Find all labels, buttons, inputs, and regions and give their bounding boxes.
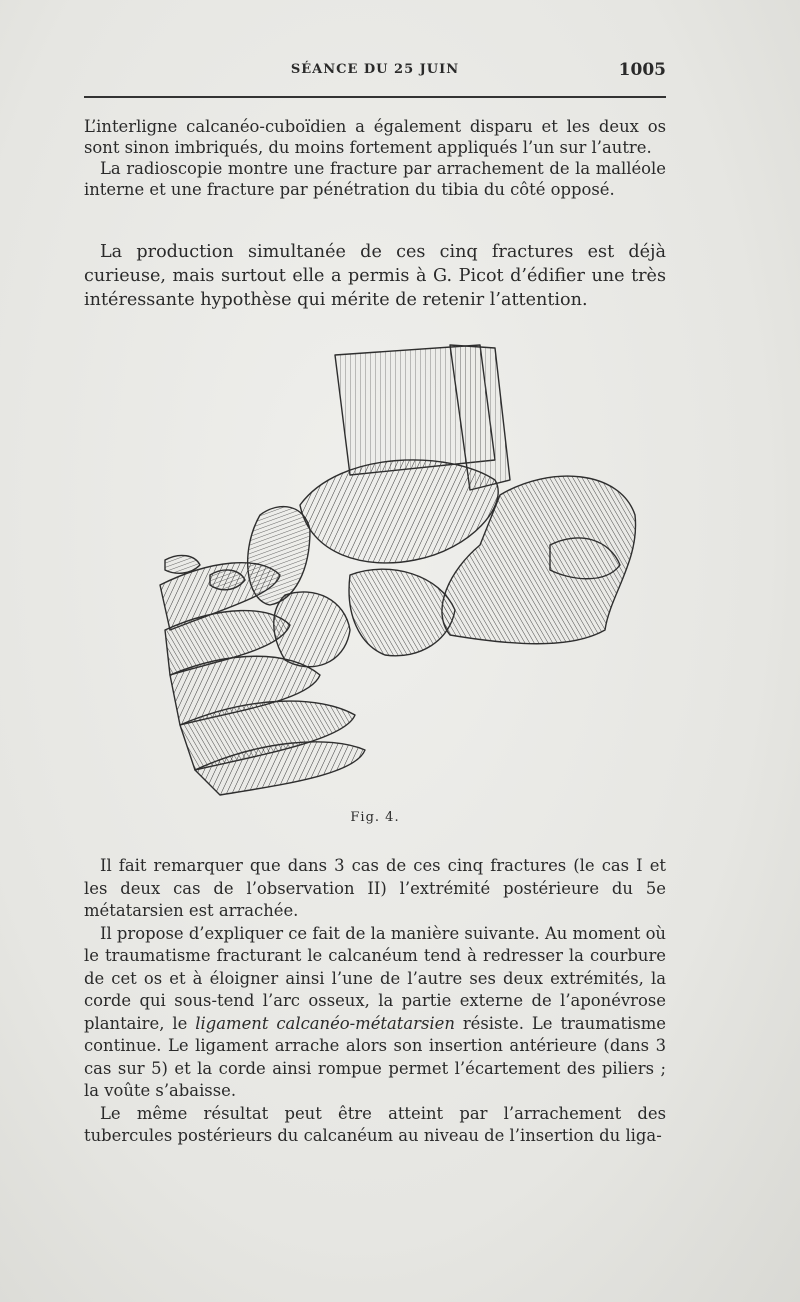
running-header (84, 60, 666, 84)
paragraph: L’interligne calcanéo-cuboïdien a également disparu et les deux os sont sinon imbriqués, du moins fortement appliqués l’un sur l’autre. (84, 117, 666, 157)
foot-skeleton-illustration (150, 330, 650, 800)
paragraph: Le même résultat peut être atteint par l’arrachement des tubercules postérieurs du calcanéum au niveau de l’insertion du liga- (84, 1103, 666, 1145)
paragraph: Il fait remarquer que dans 3 cas de ces cinq fractures (le cas I et les deux cas de l’observation II) l’extrémité postérieure du 5e métatarsien est arrachée. (84, 856, 666, 920)
text-block-lead (84, 240, 666, 312)
paragraph-text: Il propose d’expliquer ce fait de la manière suivante. Au moment où le traumatisme fracturant le calcanéum tend à redresser la courbure de cet os et à éloigner ainsi l’une de l’autre ses deux extrémités, la corde qui sous-tend l’arc osseux, la partie externe de l’aponévrose plantaire, le (84, 923, 666, 1033)
running-title: SÉANCE DU 25 JUIN (290, 62, 460, 77)
header-rule (84, 96, 666, 98)
paragraph: La production simultanée de ces cinq fractures est déjà curieuse, mais surtout elle a permis à G. Picot d’édifier une très intéressante hypothèse qui mérite de retenir l’attention. (84, 242, 666, 310)
foot-bones-engraving (150, 330, 650, 800)
page-number: 1005 (618, 60, 666, 80)
italic-term: ligament calcanéo-métatarsien (195, 1013, 455, 1033)
paragraph-text: résiste. Le traumatisme continue. Le ligament arrache alors son insertion antérieure (dans 3 cas sur 5) et la corde ainsi rompue permet l’écartement des piliers ; la voûte s’abaisse. (84, 1013, 666, 1100)
paragraph (84, 923, 666, 1103)
figure-caption: Fig. 4. (350, 810, 400, 825)
paragraph: La radioscopie montre une fracture par arrachement de la malléole interne et une fracture par pénétration du tibia du côté opposé. (84, 159, 666, 199)
text-block-bottom (84, 855, 666, 1148)
text-block-top (84, 116, 666, 200)
